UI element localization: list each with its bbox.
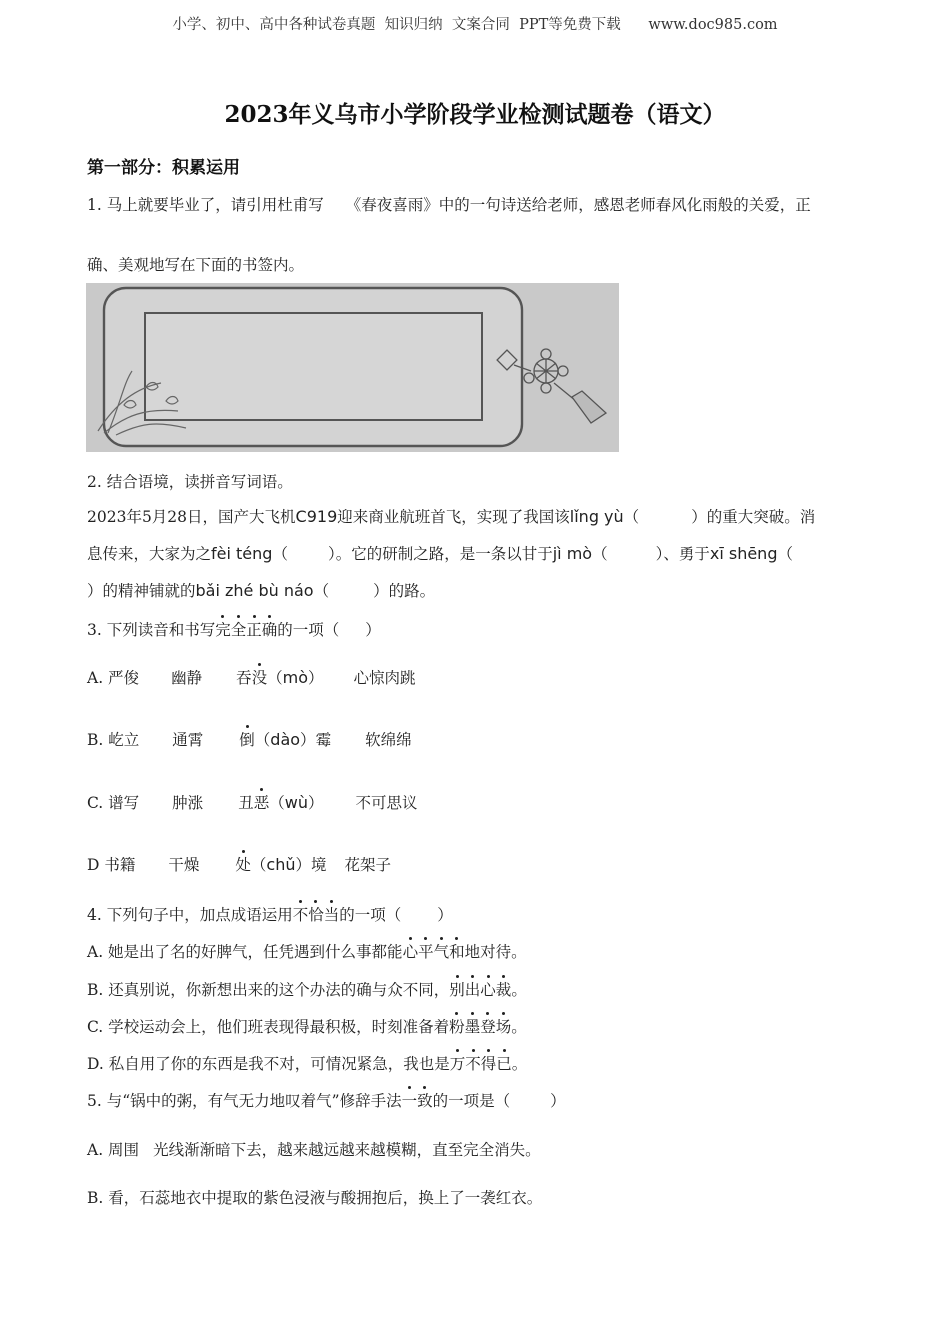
pinyin-xisheng: xī shēng — [709, 544, 778, 563]
q1-line2: 确、美观地写在下面的书签内。 — [87, 256, 305, 274]
dotted-char: 恶 — [254, 791, 270, 813]
dotted-char: 当 — [324, 903, 340, 925]
q5-stem — [87, 1089, 566, 1111]
q2-line3 — [87, 579, 435, 601]
option-label: B. 屹立 — [87, 731, 140, 749]
q2-text: 息传来，大家为之 — [87, 545, 212, 563]
q4-text: 的一项（ — [339, 906, 402, 924]
q3-option-d[interactable]: D 书籍 干燥 处（chǔ）境 花架子 — [87, 855, 392, 874]
option-label: A. 严俊 — [87, 669, 140, 687]
dotted-char: 恰 — [308, 903, 324, 925]
q4-option-a[interactable] — [87, 940, 527, 962]
option-text: D. 私自用了你的东西是我不对，可情况紧急，我也是 — [87, 1055, 450, 1073]
q2-paren: （ — [623, 508, 640, 526]
dotted-char: 墨 — [465, 1015, 481, 1037]
dotted-char: 粉 — [449, 1015, 465, 1037]
dotted-char: 裁 — [496, 978, 512, 1000]
option-word: 通霄 — [172, 731, 204, 749]
q4-stem — [87, 903, 453, 925]
option-label: C. 谱写 — [87, 794, 140, 812]
q5-text: ） — [550, 1092, 566, 1110]
q4-text: ） — [437, 906, 453, 924]
q1-line1 — [87, 193, 811, 215]
q3-text: 的一项（ — [277, 621, 340, 639]
pinyin-feiteng: fèi téng — [211, 544, 273, 563]
dotted-char: 心 — [403, 940, 419, 962]
dotted-char: 不 — [293, 903, 309, 925]
q1-text-b: 《春夜喜雨》中的一句诗送给老师，感恩老师春风化雨般的关爱，正 — [345, 196, 811, 214]
option-word: 不可思议 — [355, 794, 418, 812]
option-word: 霉 — [315, 731, 332, 749]
option-text: 。 — [511, 981, 527, 999]
dotted-char: 致 — [417, 1089, 433, 1111]
q2-paren: （ — [777, 545, 793, 563]
dotted-char: 完 — [215, 618, 231, 640]
dotted-char: 倒 — [239, 728, 255, 750]
q2-line1 — [87, 505, 815, 527]
dotted-char: 确 — [262, 618, 278, 640]
q3-text: 3. 下列读音和书写 — [87, 621, 216, 639]
dotted-char: 气 — [434, 940, 450, 962]
q4-text: 4. 下列句子中，加点成语运用 — [87, 906, 293, 924]
option-word: 吞 — [236, 669, 252, 687]
pinyin-jimo: jì mò — [552, 544, 593, 563]
pinyin: mò — [282, 668, 308, 687]
page-header: 小学、初中、高中各种试卷真题 知识归纳 文案合同 PPT等免费下载 www.doc985.com — [172, 17, 778, 33]
q2-line2 — [87, 542, 793, 564]
dotted-char: 得 — [481, 1052, 497, 1074]
dotted-char: 不 — [465, 1052, 481, 1074]
q3-text: ） — [365, 621, 381, 639]
dotted-char: 已 — [496, 1052, 512, 1074]
dotted-char: 平 — [418, 940, 434, 962]
option-label: D 书籍 — [87, 856, 136, 874]
q3-option-a[interactable]: A. 严俊 幽静 吞没（mò） 心惊肉跳 — [87, 668, 416, 687]
bookmark-illustration — [86, 283, 619, 452]
q2-text: ）的重大突破。消 — [691, 508, 816, 526]
plane-model: C919 — [295, 507, 338, 526]
pinyin: dào — [270, 730, 301, 749]
q2-stem: 2. 结合语境，读拼音写词语。 — [87, 473, 293, 491]
exam-title: 2023年义乌市小学阶段学业检测试题卷（语文） — [224, 101, 726, 128]
option-text: 。 — [511, 1018, 527, 1036]
q3-option-c[interactable]: C. 谱写 肿涨 丑恶（wù） 不可思议 — [87, 793, 418, 812]
option-word: 干燥 — [168, 856, 200, 874]
dotted-char: 处 — [235, 853, 251, 875]
dotted-char: 全 — [231, 618, 247, 640]
q5-option-a[interactable] — [87, 1138, 541, 1160]
q1-text-a: 1. 马上就要毕业了，请引用杜甫写 — [87, 196, 324, 214]
q4-option-c[interactable] — [87, 1015, 527, 1037]
q2-text: 迎来商业航班首飞，实现了我国该 — [337, 508, 570, 526]
q2-paren: （ — [592, 545, 608, 563]
pinyin: chǔ — [266, 855, 296, 874]
q2-text: ）。它的研制之路，是一条以甘于 — [327, 545, 553, 563]
option-text: A. 她是出了名的好脾气，任凭遇到什么事都能 — [87, 943, 403, 961]
pinyin-baizhebunao: bǎi zhé bù náo — [195, 581, 314, 600]
q2-text: 2023年5月28日，国产大飞机 — [87, 508, 296, 526]
q3-option-b[interactable]: B. 屹立 通霄 倒（dào）霉 软绵绵 — [87, 730, 412, 749]
q2-paren: （ — [272, 545, 288, 563]
dotted-char: 和 — [449, 940, 465, 962]
q2-text: ）的精神铺就的 — [87, 582, 196, 600]
q2-text: ）的路。 — [373, 582, 436, 600]
option-word: 肿涨 — [172, 794, 204, 812]
option-word: 花架子 — [344, 856, 392, 874]
option-word: 心惊肉跳 — [353, 669, 416, 687]
option-word: 境 — [311, 856, 327, 874]
dotted-char: 没 — [252, 666, 268, 688]
section-heading: 第一部分：积累运用 — [87, 158, 240, 178]
q5-option-b[interactable]: B. 看，石蕊地衣中提取的紫色浸液与酸拥抱后，换上了一袭红衣。 — [87, 1189, 543, 1207]
q3-stem — [87, 618, 381, 640]
option-text: A. 周围 — [87, 1141, 140, 1159]
q5-text: 的一项是（ — [432, 1092, 511, 1110]
option-text: 光线渐渐暗下去，越来越远越来越模糊，直至完全消失。 — [153, 1141, 541, 1159]
dotted-char: 登 — [480, 1015, 496, 1037]
dotted-char: 场 — [496, 1015, 512, 1037]
q5-text: 5. 与“锅中的粥，有气无力地叹着气”修辞手法 — [87, 1092, 402, 1110]
dotted-char: 正 — [246, 618, 262, 640]
dotted-char: 万 — [450, 1052, 466, 1074]
dotted-char: 别 — [449, 978, 465, 1000]
q4-option-b[interactable] — [87, 978, 527, 1000]
option-word: 软绵绵 — [365, 731, 412, 749]
q2-paren: （ — [313, 582, 330, 600]
option-text: 。 — [511, 1055, 528, 1073]
dotted-char: 出 — [465, 978, 481, 1000]
pinyin-lingyu: lǐng yù — [569, 507, 624, 526]
option-text: B. 还真别说，你新想出来的这个办法的确与众不同， — [87, 981, 450, 999]
q2-text: ）、勇于 — [655, 545, 710, 563]
option-text: 地对待。 — [464, 943, 527, 961]
dotted-char: 心 — [480, 978, 496, 1000]
q4-option-d[interactable] — [87, 1052, 527, 1074]
option-word: 幽静 — [171, 669, 203, 687]
dotted-char: 一 — [402, 1089, 418, 1111]
option-text: C. 学校运动会上，他们班表现得最积极，时刻准备着 — [87, 1018, 450, 1036]
pinyin: wù — [284, 793, 308, 812]
option-word: 丑 — [238, 794, 254, 812]
